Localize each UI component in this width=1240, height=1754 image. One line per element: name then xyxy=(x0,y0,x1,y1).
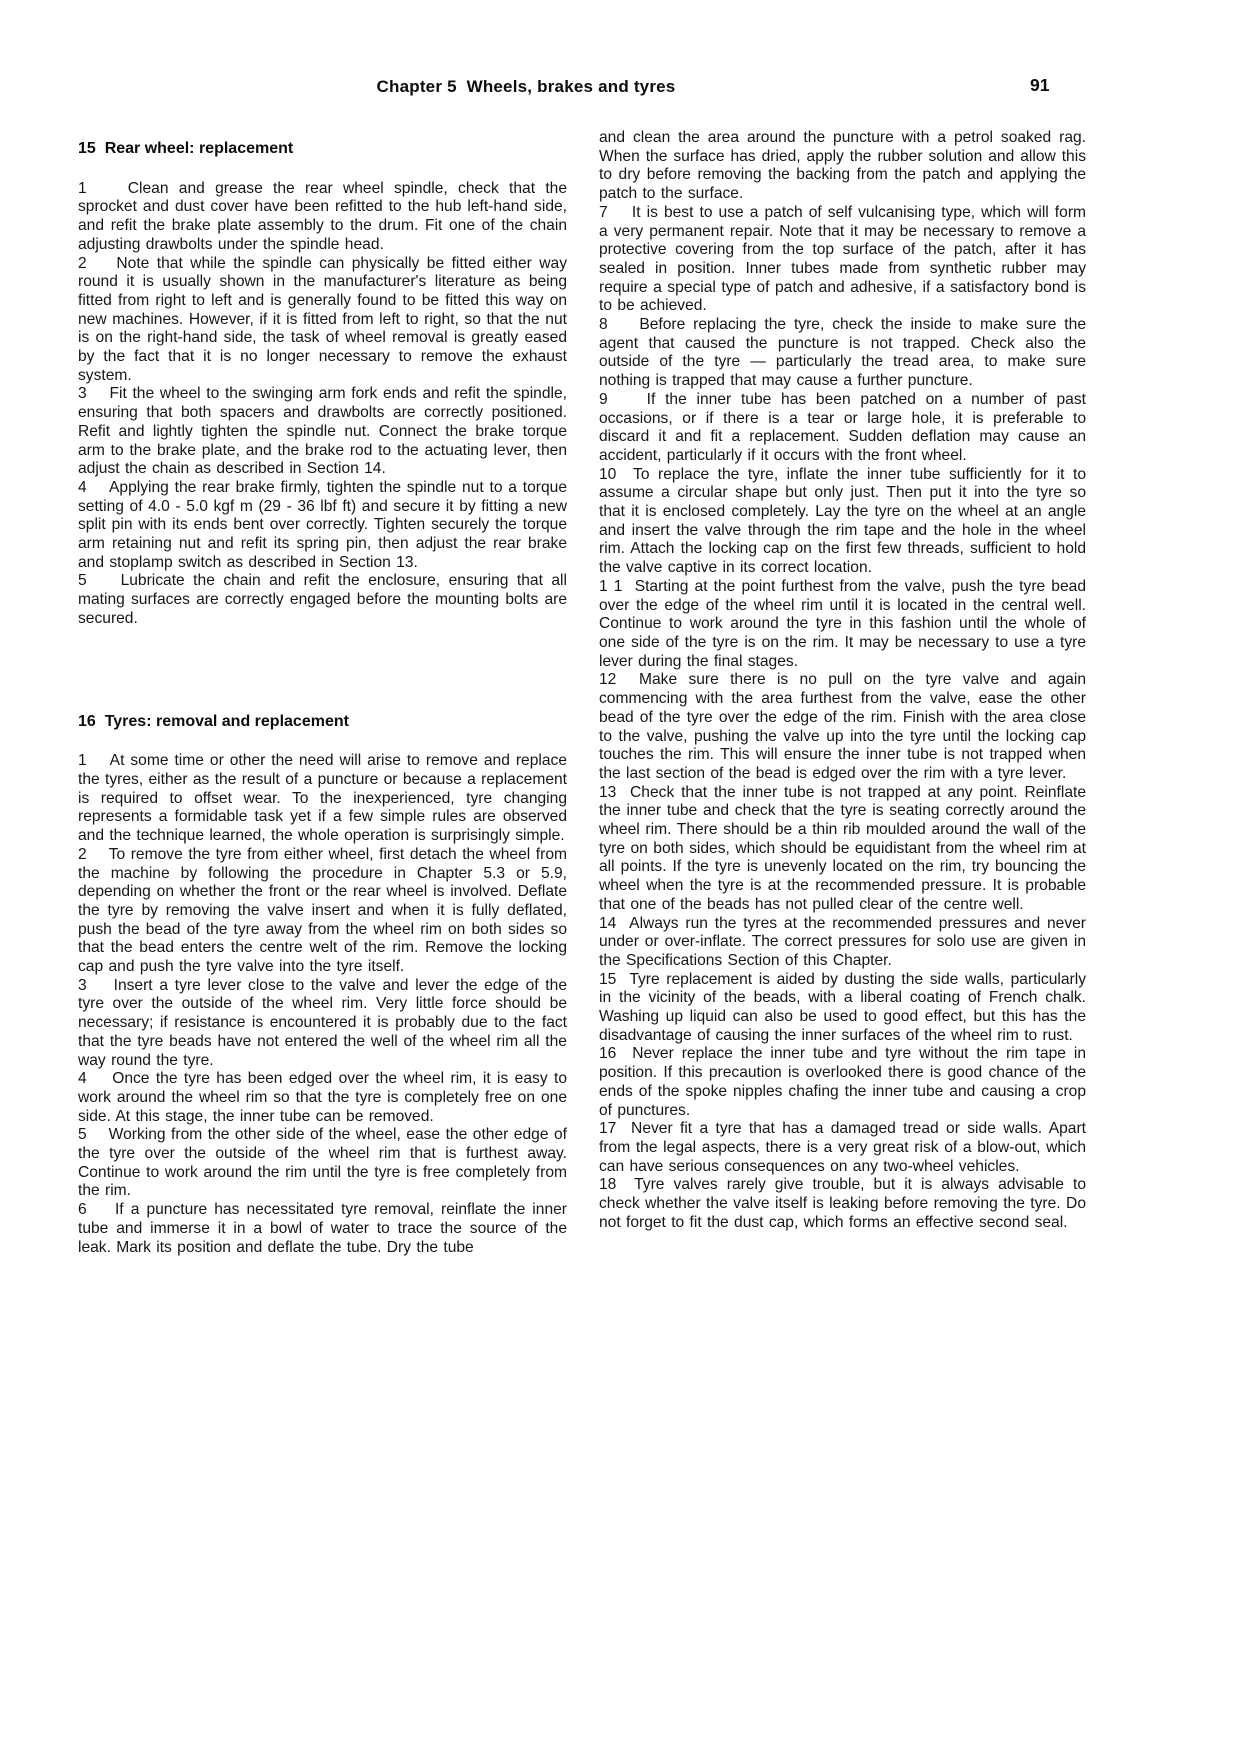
paragraph: 2 Note that while the spindle can physically be fitted either way round it is usually shown in the manufacturer's literature as being fitted from right to left and is generally found to be fitted this way on new machines. However, if it is fitted from left to right, so that the nut is on the right-hand side, the task of wheel removal is greatly eased by the fact that it is no longer necessary to remove the exhaust system. xyxy=(78,254,567,384)
paragraph: 4 Applying the rear brake firmly, tighten the spindle nut to a torque setting of 4.0 - 5.0 kgf m (29 - 36 lbf ft) and secure it by fitting a new split pin with its ends bent over correctly. Tighten securely the torque arm retaining nut and refit its spring pin, then adjust the rear brake and stoplamp switch as described in Section 13. xyxy=(78,478,567,571)
paragraph: 12 Make sure there is no pull on the tyre valve and again commencing with the area furthest from the valve, ease the other bead of the tyre over the edge of the rim. Finish with the area close to the valve, pushing the valve up into the tyre until the locking cap touches the rim. This will ensure the inner tube is not trapped when the last section of the bead is edged over the rim with a tyre lever. xyxy=(599,671,1086,782)
left-column xyxy=(78,140,567,1257)
paragraph: 8 Before replacing the tyre, check the inside to make sure the agent that caused the puncture is not trapped. Check also the outside of the tyre — particularly the tread area, to make sure nothing is trapped that may cause a further puncture. xyxy=(599,316,1086,390)
paragraph: 1 At some time or other the need will arise to remove and replace the tyres, either as the result of a puncture or because a replacement is required to offset wear. To the inexperienced, tyre changing represents a formidable task yet if a few simple rules are observed and the technique learned, the whole operation is surprisingly simple. xyxy=(78,752,567,845)
paragraph-continuation: and clean the area around the puncture with a petrol soaked rag. When the surface has dried, apply the rubber solution and allow this to dry before removing the backing from the patch and applying the patch to the surface. xyxy=(599,129,1086,203)
paragraph: 3 Insert a tyre lever close to the valve and lever the edge of the tyre over the outside of the wheel rim. Very little force should be necessary; if resistance is encountered it is probably due to the fact that the tyre beads have not entered the well of the wheel rim all the way round the tyre. xyxy=(78,976,567,1069)
chapter-header: Chapter 5 Wheels, brakes and tyres xyxy=(376,77,676,96)
right-column xyxy=(599,129,1086,1232)
paragraph: 1 1 Starting at the point furthest from the valve, push the tyre bead over the edge of the wheel rim until it is located in the central well. Continue to work around the tyre in this fashion until the whole of one side of the tyre is on the rim. It may be necessary to use a tyre lever during the final stages. xyxy=(599,577,1086,670)
paragraph: 5 Working from the other side of the wheel, ease the other edge of the tyre over the outside of the wheel rim that is furthest away. Continue to work around the rim until the tyre is free completely from the rim. xyxy=(78,1126,567,1200)
paragraph: 4 Once the tyre has been edged over the wheel rim, it is easy to work around the wheel rim so that the tyre is completely free on one side. At this stage, the inner tube can be removed. xyxy=(78,1070,567,1125)
paragraph: 10 To replace the tyre, inflate the inner tube sufficiently for it to assume a circular shape but only just. Then put it into the tyre so that it is enclosed completely. Lay the tyre on the wheel at an angle and insert the valve through the rim tape and the hole in the wheel rim. Attach the locking cap on the first few threads, sufficient to hold the valve captive in its correct location. xyxy=(599,465,1086,577)
paragraph: 6 If a puncture has necessitated tyre removal, reinflate the inner tube and immerse it in a bowl of water to trace the source of the leak. Mark its position and deflate the tube. Dry the tube xyxy=(78,1201,567,1256)
paragraph: 17 Never fit a tyre that has a damaged tread or side walls. Apart from the legal aspects, there is a very great risk of a blow-out, which can have serious consequences on any two-wheel vehicles. xyxy=(599,1120,1086,1175)
section-15-heading: 15 Rear wheel: replacement xyxy=(78,140,294,157)
paragraph: 7 It is best to use a patch of self vulcanising type, which will form a very permanent repair. Note that it may be necessary to remove a protective covering from the top surface of the patch, after it has sealed in position. Inner tubes made from synthetic rubber may require a special type of patch and adhesive, if a satisfactory bond is to be achieved. xyxy=(599,203,1086,315)
paragraph: 5 Lubricate the chain and refit the enclosure, ensuring that all mating surfaces are correctly engaged before the mounting bolts are secured. xyxy=(78,572,567,627)
paragraph: 9 If the inner tube has been patched on a number of past occasions, or if there is a tear or large hole, it is preferable to discard it and fit a replacement. Sudden deflation may cause an accident, particularly if it occurs with the front wheel. xyxy=(599,390,1086,464)
page-number: 91 xyxy=(1030,75,1050,95)
paragraph: 2 To remove the tyre from either wheel, first detach the wheel from the machine by following the procedure in Chapter 5.3 or 5.9, depending on whether the front or the rear wheel is involved. Deflate the tyre by removing the valve insert and when it is fully deflated, push the bead of the tyre away from the wheel rim on both sides so that the bead enters the centre welt of the rim. Remove the locking cap and push the tyre valve into the tyre itself. xyxy=(78,845,567,976)
paragraph: 3 Fit the wheel to the swinging arm fork ends and refit the spindle, ensuring that both spacers and drawbolts are correctly positioned. Refit and lightly tighten the spindle nut. Connect the brake torque arm to the brake plate, and the brake rod to the actuating lever, then adjust the chain as described in Section 14. xyxy=(78,385,567,478)
paragraph: 14 Always run the tyres at the recommended pressures and never under or over-inflate. The correct pressures for solo use are given in the Specifications Section of this Chapter. xyxy=(599,914,1086,969)
paragraph: 15 Tyre replacement is aided by dusting the side walls, particularly in the vicinity of the beads, with a liberal coating of French chalk. Washing up liquid can also be used to good effect, but this has the disadvantage of causing the inner surfaces of the wheel rim to rust. xyxy=(599,970,1086,1044)
paragraph: 13 Check that the inner tube is not trapped at any point. Reinflate the inner tube and check that the tyre is seating correctly around the wheel rim. There should be a thin rib moulded around the wall of the tyre on both sides, which should be equidistant from the wheel rim at all points. If the tyre is unevenly located on the rim, try bouncing the wheel when the tyre is at the recommended pressure. It is probable that one of the beads has not pulled clear of the centre well. xyxy=(599,783,1086,913)
paragraph: 16 Never replace the inner tube and tyre without the rim tape in position. If this precaution is overlooked there is good chance of the ends of the spoke nipples chafing the inner tube and causing a crop of punctures. xyxy=(599,1045,1086,1119)
paragraph: 1 Clean and grease the rear wheel spindle, check that the sprocket and dust cover have been refitted to the hub left-hand side, and refit the brake plate assembly to the drum. Fit one of the chain adjusting drawbolts under the spindle head. xyxy=(78,179,567,253)
paragraph: 18 Tyre valves rarely give trouble, but it is always advisable to check whether the valve itself is leaking before removing the tyre. Do not forget to fit the dust cap, which forms an effective second seal. xyxy=(599,1176,1086,1231)
section-16-heading: 16 Tyres: removal and replacement xyxy=(78,712,349,730)
